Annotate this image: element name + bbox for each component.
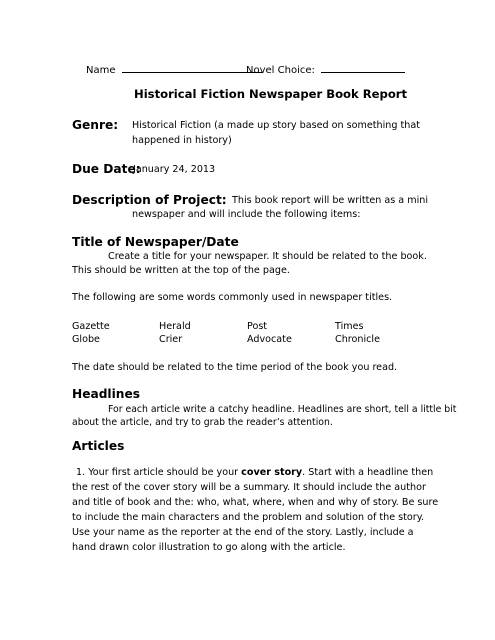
- articles-p1-line3: and title of book and the: who, what, where, when and why of story. Be sure: [72, 497, 439, 508]
- headlines-line1: For each article write a catchy headline. Headlines are short, tell a little bit: [108, 404, 457, 415]
- headlines-line2: about the article, and try to grab the reader’s attention.: [72, 417, 333, 428]
- genre-value-line1: Historical Fiction (a made up story based on something that: [132, 120, 420, 131]
- word-post: Post: [247, 321, 268, 332]
- articles-p1-line1-post: . Start with a headline then: [302, 467, 434, 478]
- name-blank[interactable]: [122, 62, 262, 73]
- articles-p1-line1-pre: 1. Your first article should be your: [76, 467, 242, 478]
- cover-story-emphasis: cover story: [241, 467, 303, 478]
- date-note: The date should be related to the time period of the book you read.: [72, 362, 398, 373]
- articles-p1-line5: Use your name as the reporter at the end of the story. Lastly, include a: [72, 527, 414, 538]
- articles-p1-line2: the rest of the cover story will be a summary. It should include the author: [72, 482, 426, 493]
- articles-p1-line4: to include the main characters and the problem and solution of the story.: [72, 512, 425, 523]
- word-times: Times: [335, 321, 364, 332]
- word-chronicle: Chronicle: [335, 334, 380, 345]
- word-gazette: Gazette: [72, 321, 110, 332]
- novel-choice-field[interactable]: [246, 62, 405, 76]
- due-date-value: January 24, 2013: [133, 164, 216, 175]
- title-section-heading: Title of Newspaper/Date: [72, 235, 239, 249]
- novel-choice-blank[interactable]: [321, 62, 405, 73]
- title-section-line2: This should be written at the top of the page.: [72, 265, 290, 276]
- page-title: Historical Fiction Newspaper Book Report: [134, 87, 408, 101]
- word-crier: Crier: [159, 334, 183, 345]
- name-field[interactable]: [86, 62, 262, 76]
- description-label: Description of Project:: [72, 193, 227, 207]
- description-line1: This book report will be written as a mini: [232, 195, 428, 206]
- word-globe: Globe: [72, 334, 100, 345]
- description-line2: newspaper and will include the following items:: [132, 209, 361, 220]
- name-label: Name: [86, 65, 116, 76]
- due-date-label: Due Date:: [72, 162, 141, 176]
- genre-label: Genre:: [72, 118, 119, 132]
- articles-p1-line1: [76, 466, 433, 481]
- word-herald: Herald: [159, 321, 191, 332]
- novel-choice-label: Novel Choice:: [246, 65, 315, 76]
- word-advocate: Advocate: [247, 334, 292, 345]
- genre-value-line2: happened in history): [132, 135, 232, 146]
- words-intro: The following are some words commonly used in newspaper titles.: [72, 292, 393, 303]
- articles-p1-line6: hand drawn color illustration to go along with the article.: [72, 542, 346, 553]
- title-section-line1: Create a title for your newspaper. It should be related to the book.: [108, 251, 427, 262]
- articles-heading: Articles: [72, 439, 125, 453]
- headlines-heading: Headlines: [72, 387, 140, 401]
